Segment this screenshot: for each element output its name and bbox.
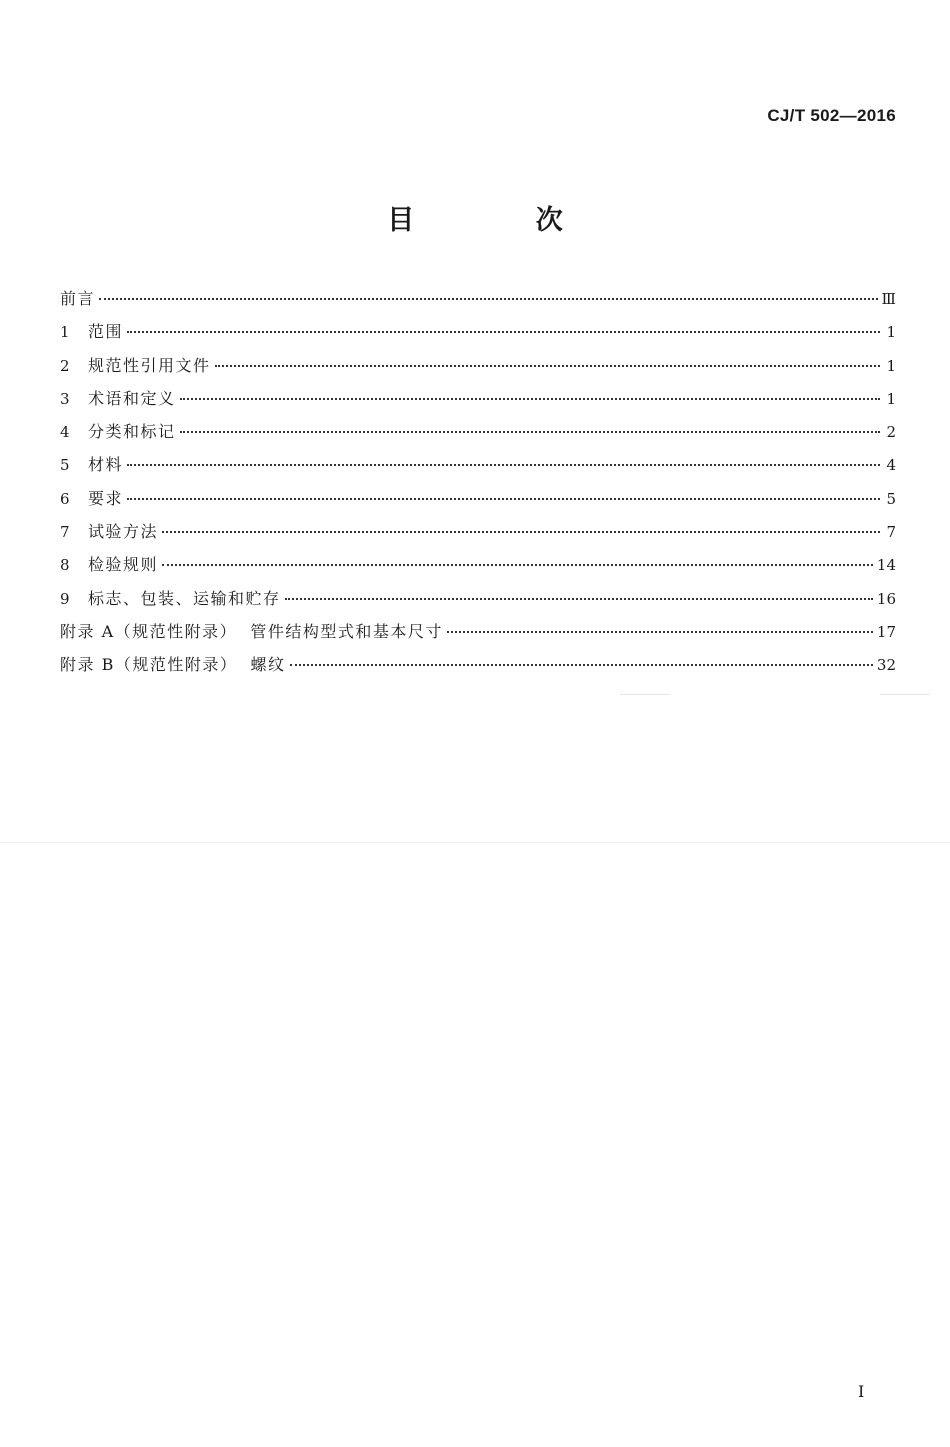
toc-entry-number: 4 [60, 423, 70, 442]
dot-leader [162, 530, 880, 533]
scan-artifact-line [0, 842, 950, 843]
toc-entry-4[interactable] [60, 419, 896, 452]
toc-entry-3[interactable] [60, 386, 896, 419]
toc-entry-page: 2 [886, 423, 896, 442]
toc-title: 目 次 [387, 205, 619, 236]
toc-entry-1[interactable] [60, 319, 896, 352]
toc-entry-number: 2 [60, 356, 70, 375]
toc-entry-page: 1 [886, 389, 896, 408]
toc-entry-number: 7 [60, 523, 70, 542]
toc-entry-page: 17 [876, 622, 896, 641]
toc-entry-label: 附录 A（规范性附录） 管件结构型式和基本尺寸 [60, 621, 443, 641]
toc-entry-page: 5 [886, 489, 896, 508]
toc-entry-label: 标志、包装、运输和贮存 [88, 588, 281, 608]
dot-leader [447, 630, 873, 633]
toc-entry-page: 4 [886, 456, 896, 475]
page-number: I [858, 1382, 865, 1401]
toc-entry-page: 1 [886, 323, 896, 342]
toc-entry-label: 术语和定义 [88, 388, 176, 408]
toc-entry-label: 前言 [60, 289, 96, 308]
toc-entry-9[interactable] [60, 586, 896, 619]
toc-entry-6[interactable] [60, 486, 896, 519]
dot-leader [285, 597, 873, 600]
toc-entry-label: 附录 B（规范性附录） 螺纹 [60, 655, 286, 675]
toc-entry-page: 32 [876, 656, 896, 675]
scan-artifact-line [880, 694, 930, 695]
toc-entry-label: 规范性引用文件 [88, 355, 211, 375]
toc-entry-number: 1 [60, 323, 70, 342]
toc-entry-page: 16 [876, 589, 896, 608]
dot-leader [180, 397, 880, 400]
toc-entry-7[interactable] [60, 519, 896, 552]
dot-leader [290, 663, 873, 666]
toc-entry-label: 范围 [88, 322, 124, 342]
toc-entry-appendix-b[interactable] [60, 652, 896, 685]
toc-entry-2[interactable] [60, 353, 896, 386]
toc-entry-number: 5 [60, 456, 70, 475]
toc-entry-label: 分类和标记 [88, 422, 176, 442]
toc-entry-page: 1 [886, 356, 896, 375]
dot-leader [99, 297, 878, 300]
toc-entry-page: Ⅲ [881, 290, 896, 308]
scan-artifact-line [620, 694, 670, 695]
toc-entry-foreword[interactable] [60, 286, 896, 319]
toc-entry-number: 8 [60, 556, 70, 575]
toc-entry-page: 14 [876, 556, 896, 575]
table-of-contents [60, 286, 896, 686]
dot-leader [127, 497, 880, 500]
toc-entry-label: 材料 [88, 455, 124, 475]
dot-leader [127, 330, 880, 333]
toc-entry-label: 要求 [88, 488, 124, 508]
toc-entry-number: 6 [60, 489, 70, 508]
toc-entry-8[interactable] [60, 552, 896, 585]
toc-entry-number: 9 [60, 589, 70, 608]
standard-code: CJ/T 502—2016 [767, 106, 896, 125]
toc-entry-number: 3 [60, 389, 70, 408]
toc-entry-label: 试验方法 [88, 522, 159, 542]
dot-leader [127, 463, 880, 466]
dot-leader [180, 430, 880, 433]
dot-leader [215, 364, 880, 367]
dot-leader [162, 563, 873, 566]
toc-entry-appendix-a[interactable] [60, 619, 896, 652]
toc-entry-5[interactable] [60, 452, 896, 485]
toc-entry-page: 7 [886, 523, 896, 542]
toc-entry-label: 检验规则 [88, 555, 159, 575]
